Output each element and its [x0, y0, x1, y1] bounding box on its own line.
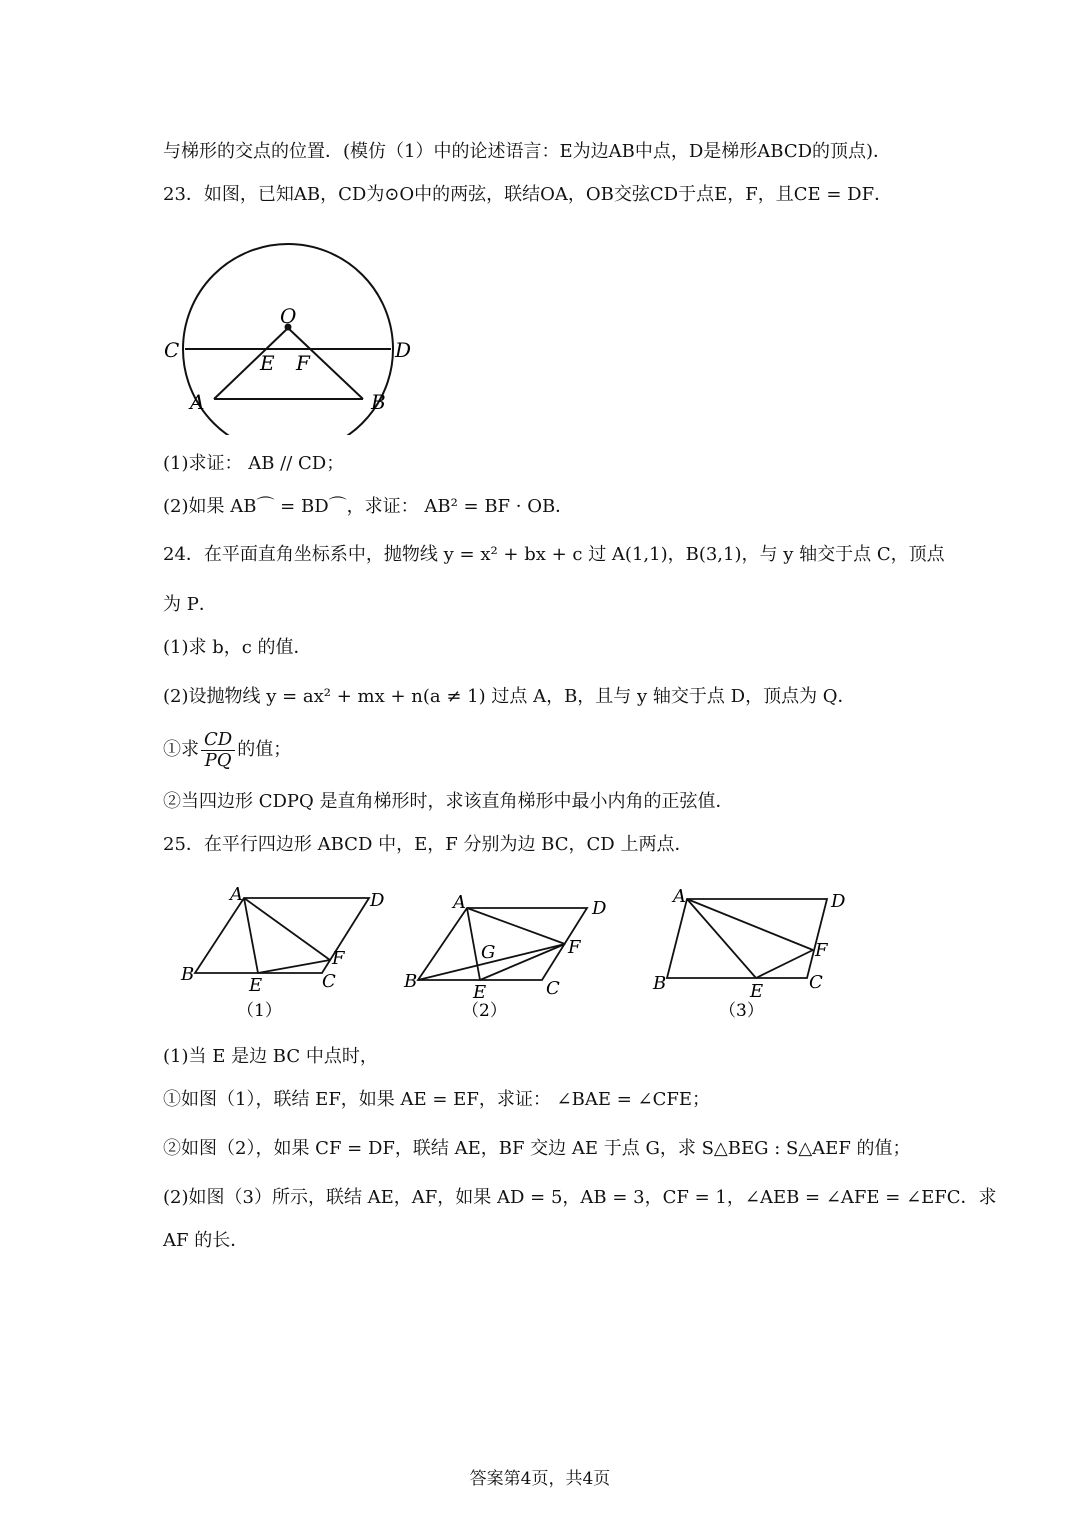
fig3-label-e: E [750, 981, 764, 1002]
fraction-numerator: CD [201, 730, 235, 751]
parallelogram-figure-2 [400, 880, 630, 1020]
label-b: B [371, 390, 386, 414]
fig1-label-e: E [249, 975, 263, 996]
page-footer: 答案第4页，共4页 [469, 1469, 611, 1489]
question-25-part-2-cont: AF 的长． [163, 1230, 249, 1251]
fig3-label-b: B [653, 973, 667, 994]
label-c: C [164, 338, 180, 362]
label-d: D [395, 338, 412, 362]
fig1-label-f: F [332, 948, 345, 969]
question-25-part-1: (1)当 E 是边 BC 中点时， [163, 1046, 378, 1067]
fig2-label-c: C [546, 978, 560, 999]
fig3-label-d: D [831, 891, 846, 912]
fig3-label-f: F [815, 940, 828, 961]
fig1-label-a: A [230, 884, 243, 905]
question-23-part-1: (1)求证： AB // CD； [163, 453, 345, 474]
question-25-part-1a: ①如图（1），联结 EF，如果 AE = EF，求证： ∠BAE = ∠CFE； [163, 1089, 710, 1110]
question-23: 23．如图，已知AB，CD为⊙O中的两弦，联结OA，OB交弦CD于点E，F，且CE = DF． [163, 184, 893, 205]
fig3-label-a: A [673, 886, 686, 907]
fig2-label-d: D [592, 898, 607, 919]
question-24-cont: 为 P． [163, 594, 217, 615]
circle-figure [150, 215, 440, 435]
label-a: A [190, 390, 205, 414]
question-25: 25．在平行四边形 ABCD 中，E，F 分别为边 BC，CD 上两点． [163, 834, 693, 855]
text-line-intro: 与梯形的交点的位置．(模仿（1）中的论述语言：E为边AB中点，D是梯形ABCD的顶点)． [163, 141, 892, 162]
question-25-part-2: (2)如图（3）所示，联结 AE，AF，如果 AD = 5，AB = 3，CF = 1，∠AEB = ∠AFE = ∠EFC．求 [163, 1187, 997, 1208]
question-24-part-2: (2)设抛物线 y = ax² + mx + n(a ≠ 1) 过点 A，B，且与 y 轴交于点 D，顶点为 Q． [163, 686, 856, 707]
fig2-caption: （2） [462, 1001, 507, 1020]
fig1-label-c: C [322, 971, 336, 992]
fraction-cd-pq [201, 730, 235, 771]
question-24-part-2a [163, 727, 291, 773]
q24-2a-prefix: ①求 [163, 739, 199, 760]
question-24: 24．在平面直角坐标系中，抛物线 y = x² + bx + c 过 A(1,1)，B(3,1)，与 y 轴交于点 C，顶点 [163, 544, 945, 565]
q24-2a-suffix: 的值； [237, 739, 292, 760]
fig3-label-c: C [809, 972, 823, 993]
question-24-part-2b: ②当四边形 CDPQ 是直角梯形时，求该直角梯形中最小内角的正弦值． [163, 791, 734, 812]
parallelogram-figure-3 [645, 880, 875, 1020]
fig1-caption: （1） [237, 1001, 282, 1020]
label-o: O [280, 304, 297, 328]
question-24-part-1: (1)求 b，c 的值． [163, 637, 312, 658]
fig2-label-g: G [481, 942, 496, 963]
fig2-label-a: A [453, 892, 466, 913]
fig1-label-d: D [370, 890, 385, 911]
fig2-label-f: F [568, 937, 581, 958]
label-e: E [260, 351, 275, 375]
fraction-denominator: PQ [204, 749, 232, 771]
parallelogram-figure-1 [175, 880, 405, 1020]
fig3-caption: （3） [719, 1001, 764, 1020]
question-25-part-1b: ②如图（2），如果 CF = DF，联结 AE，BF 交边 AE 于点 G，求 S△BEG : S△AEF 的值； [163, 1138, 911, 1159]
fig2-label-e: E [473, 982, 487, 1003]
label-f: F [296, 351, 310, 375]
fig2-label-b: B [404, 971, 418, 992]
question-23-part-2: (2)如果 AB⌒ = BD⌒，求证： AB² = BF · OB． [163, 496, 574, 517]
fig1-label-b: B [181, 964, 195, 985]
